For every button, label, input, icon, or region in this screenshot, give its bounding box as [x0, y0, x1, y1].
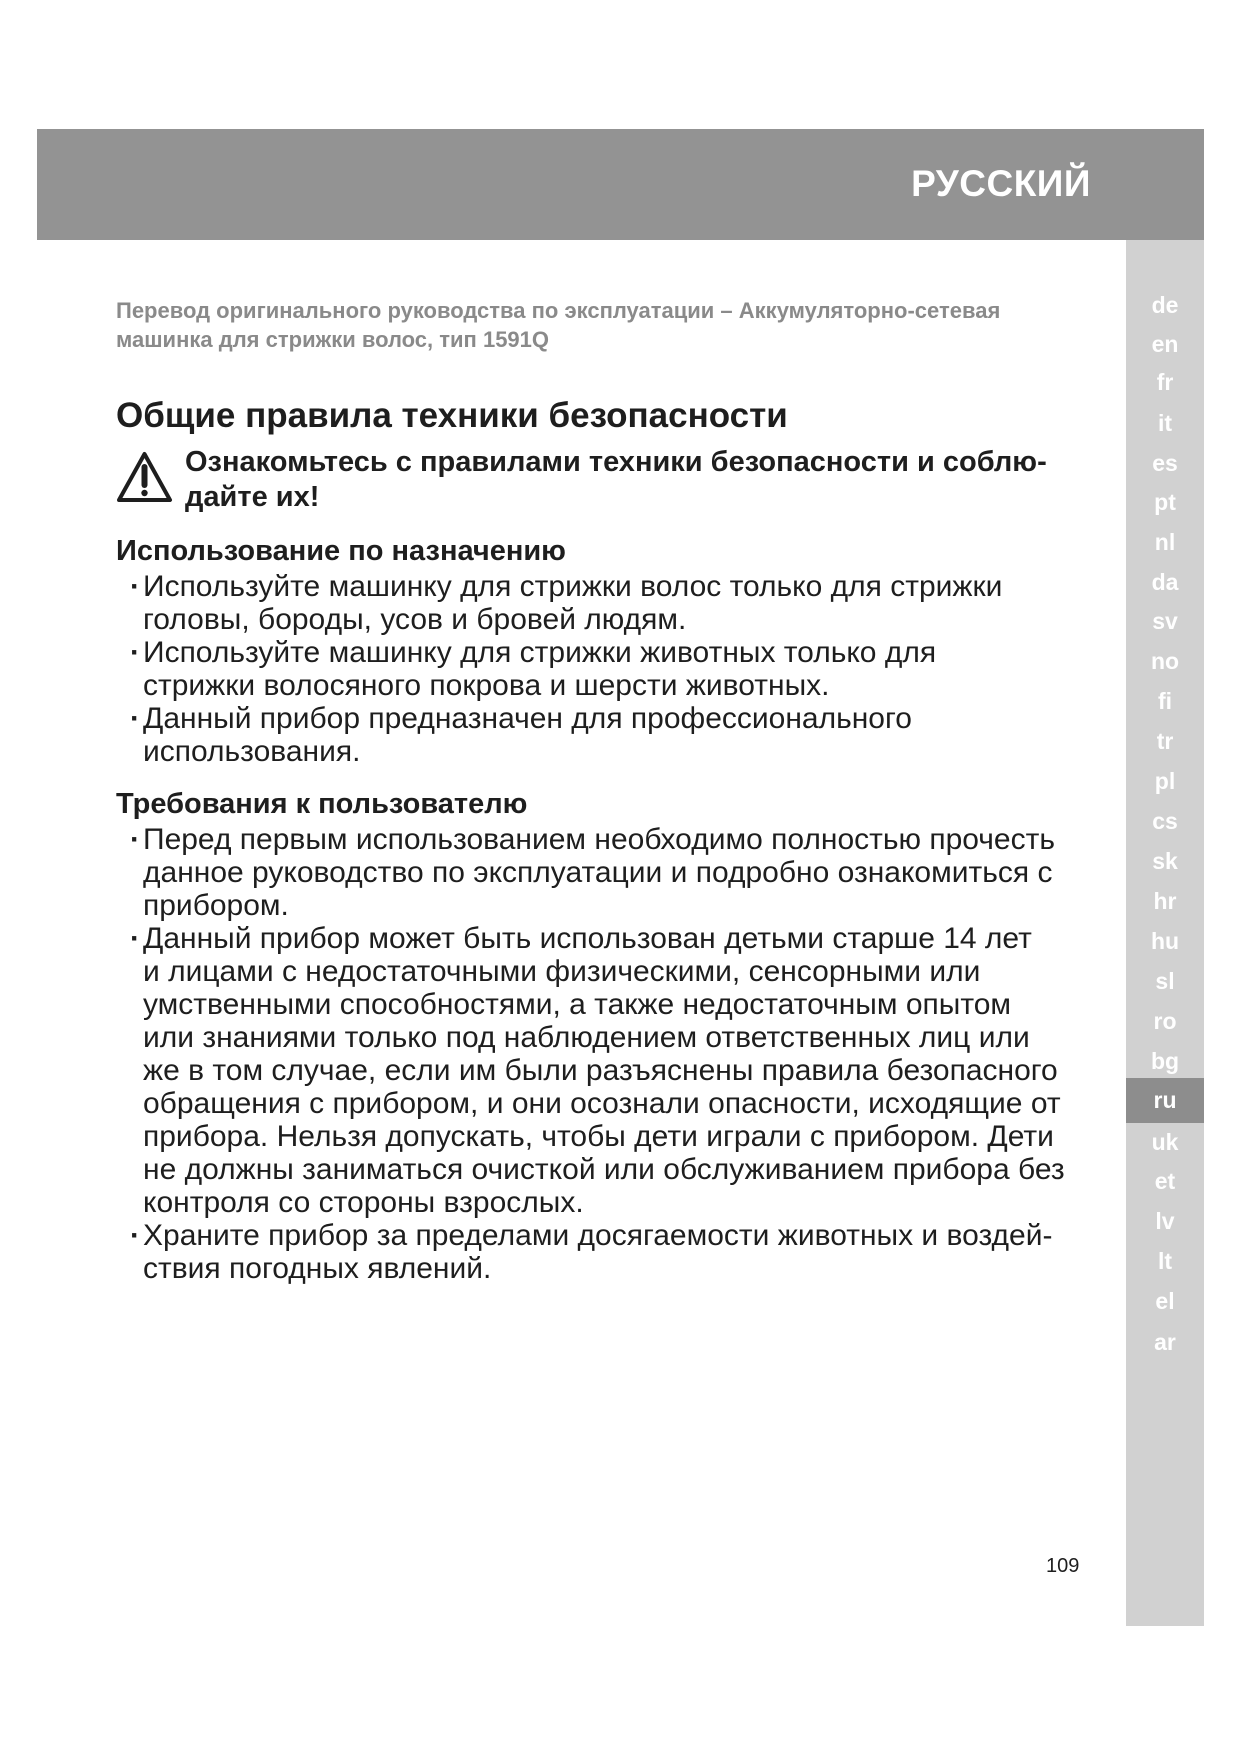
page-number: 109	[1046, 1555, 1080, 1577]
subtitle-line: Перевод оригинального руководства по эксплуатации – Аккумуляторно-сетевая	[116, 298, 1001, 323]
language-tab-bg[interactable]: bg	[1150, 1048, 1180, 1074]
list-item	[116, 570, 1091, 636]
header-bar	[37, 129, 1204, 240]
warning-block	[116, 445, 1091, 515]
language-tab-it[interactable]: it	[1157, 410, 1173, 436]
list-item-line: и лицами с недостаточными физическими, сенсорными или	[143, 955, 981, 988]
list-item-line: не должны заниматься очисткой или обслуживанием прибора без	[143, 1153, 1065, 1186]
language-tab-da[interactable]: da	[1151, 569, 1179, 595]
list-item-line: данное руководство по эксплуатации и подробно ознакомиться с	[143, 856, 1053, 889]
list-item-line: Данный прибор может быть использован детьми старше 14 лет	[143, 922, 1032, 955]
language-sidebar	[1126, 240, 1204, 1626]
language-tab-sk[interactable]: sk	[1152, 848, 1178, 874]
intended-use-list	[116, 570, 1091, 768]
language-tab-ru[interactable]: ru	[1126, 1078, 1204, 1123]
list-item-line: обращения с прибором, и они осознали опасности, исходящие от	[143, 1087, 1061, 1120]
warning-line: дайте их!	[185, 481, 320, 513]
list-item-line: Данный прибор предназначен для профессионального	[143, 702, 912, 735]
list-item-line: прибора. Нельзя допускать, чтобы дети играли с прибором. Дети	[143, 1120, 1054, 1153]
language-tab-en[interactable]: en	[1151, 331, 1179, 357]
language-tab-no[interactable]: no	[1150, 648, 1180, 674]
language-tab-es[interactable]: es	[1152, 450, 1178, 476]
language-tab-hu[interactable]: hu	[1150, 928, 1180, 954]
subtitle-line: машинка для стрижки волос, тип 1591Q	[116, 327, 550, 352]
language-tab-nl[interactable]: nl	[1154, 529, 1176, 555]
language-tab-ar[interactable]: ar	[1154, 1329, 1176, 1355]
list-item-line: использования.	[143, 735, 361, 768]
list-item	[116, 922, 1091, 1219]
user-requirements-list	[116, 823, 1091, 1285]
language-title: РУССКИЙ	[911, 163, 1091, 204]
list-item-line: или знаниями только под наблюдением ответственных лиц или	[143, 1021, 1030, 1054]
list-item-line: умственными способностями, а также недостаточным опытом	[143, 988, 1012, 1021]
language-tab-sv[interactable]: sv	[1152, 608, 1178, 634]
list-item-line: головы, бороды, усов и бровей людям.	[143, 603, 687, 636]
list-item-line: же в том случае, если им были разъяснены правила безопасного	[143, 1054, 1058, 1087]
page-content	[116, 296, 1091, 1285]
section-title-user-requirements: Требования к пользователю	[116, 788, 528, 820]
language-tab-uk[interactable]: uk	[1151, 1129, 1179, 1155]
language-tab-lv[interactable]: lv	[1155, 1208, 1175, 1234]
language-tab-de[interactable]: de	[1151, 292, 1179, 318]
language-tab-pt[interactable]: pt	[1154, 489, 1176, 515]
list-item-line: ствия погодных явлений.	[143, 1252, 492, 1285]
language-tab-cs[interactable]: cs	[1152, 808, 1178, 834]
section-title-intended-use: Использование по назначению	[116, 535, 566, 567]
language-tab-fi[interactable]: fi	[1157, 688, 1173, 714]
list-item	[116, 823, 1091, 922]
language-tab-pl[interactable]: pl	[1154, 768, 1176, 794]
list-item-line: Используйте машинку для стрижки животных только для	[143, 636, 937, 669]
warning-triangle-icon	[116, 451, 173, 503]
list-item	[116, 702, 1091, 768]
list-item-line: Перед первым использованием необходимо полностью прочесть	[143, 823, 1055, 856]
list-item-line: стрижки волосяного покрова и шерсти животных.	[143, 669, 830, 702]
language-tab-el[interactable]: el	[1155, 1288, 1175, 1314]
document-subtitle	[116, 296, 1091, 354]
language-tab-tr[interactable]: tr	[1156, 728, 1174, 754]
warning-text	[185, 445, 1047, 515]
language-tab-et[interactable]: et	[1154, 1168, 1176, 1194]
list-item	[116, 1219, 1091, 1285]
list-item-line: Используйте машинку для стрижки волос только для стрижки	[143, 570, 1003, 603]
language-tab-lt[interactable]: lt	[1157, 1248, 1173, 1274]
warning-line: Ознакомьтесь с правилами техники безопасности и соблю-	[185, 446, 1047, 478]
list-item-line: прибором.	[143, 889, 289, 922]
language-tab-fr[interactable]: fr	[1156, 369, 1174, 395]
language-tab-ro[interactable]: ro	[1153, 1008, 1177, 1034]
language-tab-hr[interactable]: hr	[1153, 888, 1177, 914]
list-item	[116, 636, 1091, 702]
language-tab-sl[interactable]: sl	[1155, 968, 1175, 994]
section-main-title: Общие правила техники безопасности	[116, 396, 788, 435]
list-item-line: Храните прибор за пределами досягаемости животных и воздей-	[143, 1219, 1053, 1252]
list-item-line: контроля со стороны взрослых.	[143, 1186, 584, 1219]
